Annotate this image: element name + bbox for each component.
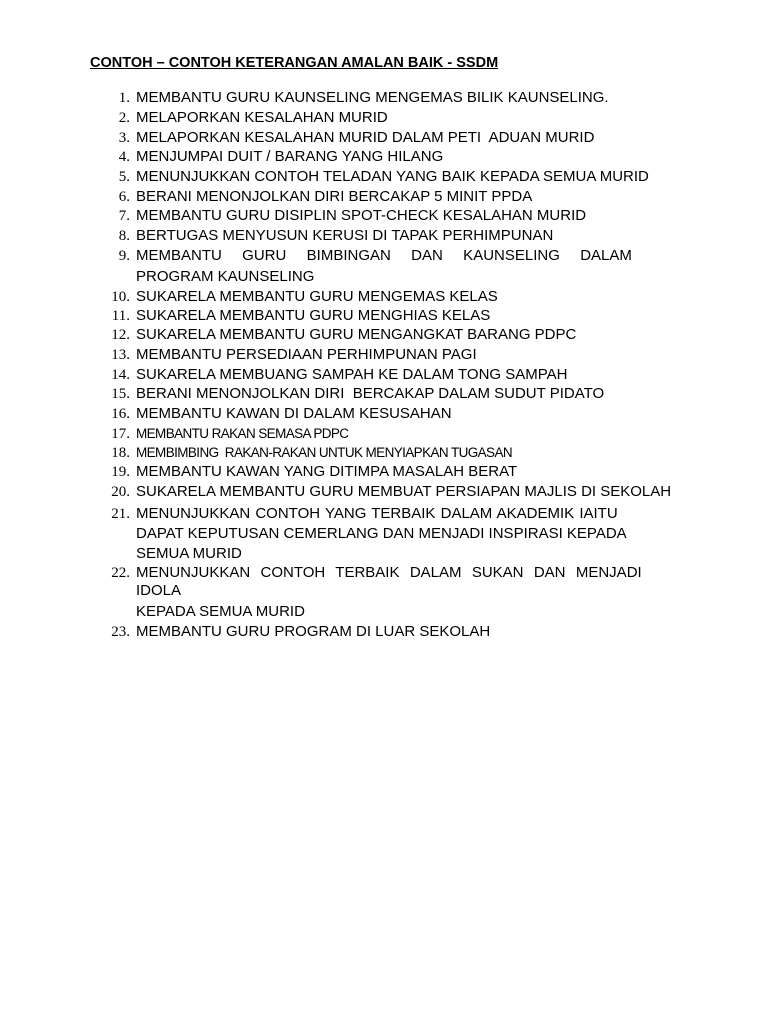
list-item-number: 2.	[118, 110, 130, 126]
list-item-number: 1.	[118, 90, 130, 106]
list-item-number: 14.	[111, 367, 130, 383]
list-item-text-continued: SEMUA MURID	[136, 545, 242, 562]
list-item-text: MELAPORKAN KESALAHAN MURID DALAM PETI ADUAN MURID	[136, 129, 595, 146]
list-item-text: MEMBANTU GURU PROGRAM DI LUAR SEKOLAH	[136, 623, 491, 640]
list-item-number: 4.	[118, 149, 130, 165]
list-item-number: 23.	[111, 624, 130, 640]
list-item-text-continued: IDOLA	[136, 582, 182, 599]
list-item-number: 16.	[111, 406, 130, 422]
list-item-text: SUKARELA MEMBUANG SAMPAH KE DALAM TONG SAMPAH	[136, 366, 568, 383]
list-item-text: SUKARELA MEMBANTU GURU MENGANGKAT BARANG PDPC	[136, 326, 577, 343]
list-item-number: 22.	[111, 565, 130, 581]
list-item-text-continued: PROGRAM KAUNSELING	[136, 268, 315, 285]
list-item-text: MEMBANTU PERSEDIAAN PERHIMPUNAN PAGI	[136, 346, 477, 363]
list-item-number: 3.	[118, 130, 130, 146]
list-item-text: BERTUGAS MENYUSUN KERUSI DI TAPAK PERHIMPUNAN	[136, 227, 554, 244]
list-item-text: MENUNJUKKAN CONTOH TERBAIK DALAM SUKAN DAN MENJADI	[136, 564, 642, 581]
list-item-number: 6.	[118, 189, 130, 205]
list-item-text: BERANI MENONJOLKAN DIRI BERCAKAP 5 MINIT PPDA	[136, 188, 533, 205]
list-item-number: 8.	[118, 228, 130, 244]
list-item-text: MENUNJUKKAN CONTOH YANG TERBAIK DALAM AKADEMIK IAITU	[136, 505, 618, 522]
list-item-text: SUKARELA MEMBANTU GURU MENGHIAS KELAS	[136, 307, 491, 324]
list-item-number: 18.	[111, 445, 130, 461]
list-item-text: MEMBANTU RAKAN SEMASA PDPC	[136, 426, 349, 441]
list-item-number: 13.	[111, 347, 130, 363]
list-item-number: 12.	[111, 327, 130, 343]
list-item-text: MEMBANTU KAWAN YANG DITIMPA MASALAH BERAT	[136, 463, 518, 480]
list-item-text-continued: DAPAT KEPUTUSAN CEMERLANG DAN MENJADI INSPIRASI KEPADA	[136, 525, 627, 542]
document-title: CONTOH – CONTOH KETERANGAN AMALAN BAIK - SSDM	[90, 55, 499, 71]
list-item-text: MEMBIMBING RAKAN-RAKAN UNTUK MENYIAPKAN TUGASAN	[136, 445, 513, 460]
list-item-number: 9.	[118, 248, 130, 264]
list-item-text: MEMBANTU GURU DISIPLIN SPOT-CHECK KESALAHAN MURID	[136, 207, 587, 224]
list-item-number: 20.	[111, 484, 130, 500]
list-item-text: SUKARELA MEMBANTU GURU MEMBUAT PERSIAPAN MAJLIS DI SEKOLAH	[136, 483, 672, 500]
list-item-number: 10.	[111, 289, 130, 305]
list-item-text: MEMBANTU GURU KAUNSELING MENGEMAS BILIK KAUNSELING.	[136, 89, 609, 106]
list-item-number: 19.	[111, 464, 130, 480]
list-item-text: MELAPORKAN KESALAHAN MURID	[136, 109, 388, 126]
list-item-text: MEMBANTU KAWAN DI DALAM KESUSAHAN	[136, 405, 452, 422]
list-item-number: 5.	[118, 169, 130, 185]
list-item-text: MENJUMPAI DUIT / BARANG YANG HILANG	[136, 148, 444, 165]
list-item-number: 7.	[118, 208, 130, 224]
list-item-number: 17.	[111, 426, 130, 442]
list-item-text: SUKARELA MEMBANTU GURU MENGEMAS KELAS	[136, 288, 498, 305]
list-item-number: 11.	[111, 308, 130, 324]
list-item-text-continued: KEPADA SEMUA MURID	[136, 603, 305, 620]
list-item-text: BERANI MENONJOLKAN DIRI BERCAKAP DALAM SUDUT PIDATO	[136, 385, 605, 402]
list-item-number: 21.	[111, 506, 130, 522]
list-item-text: MENUNJUKKAN CONTOH TELADAN YANG BAIK KEPADA SEMUA MURID	[136, 168, 649, 185]
list-item-text: MEMBANTU GURU BIMBINGAN DAN KAUNSELING DALAM	[136, 247, 632, 264]
list-item-number: 15.	[111, 386, 130, 402]
